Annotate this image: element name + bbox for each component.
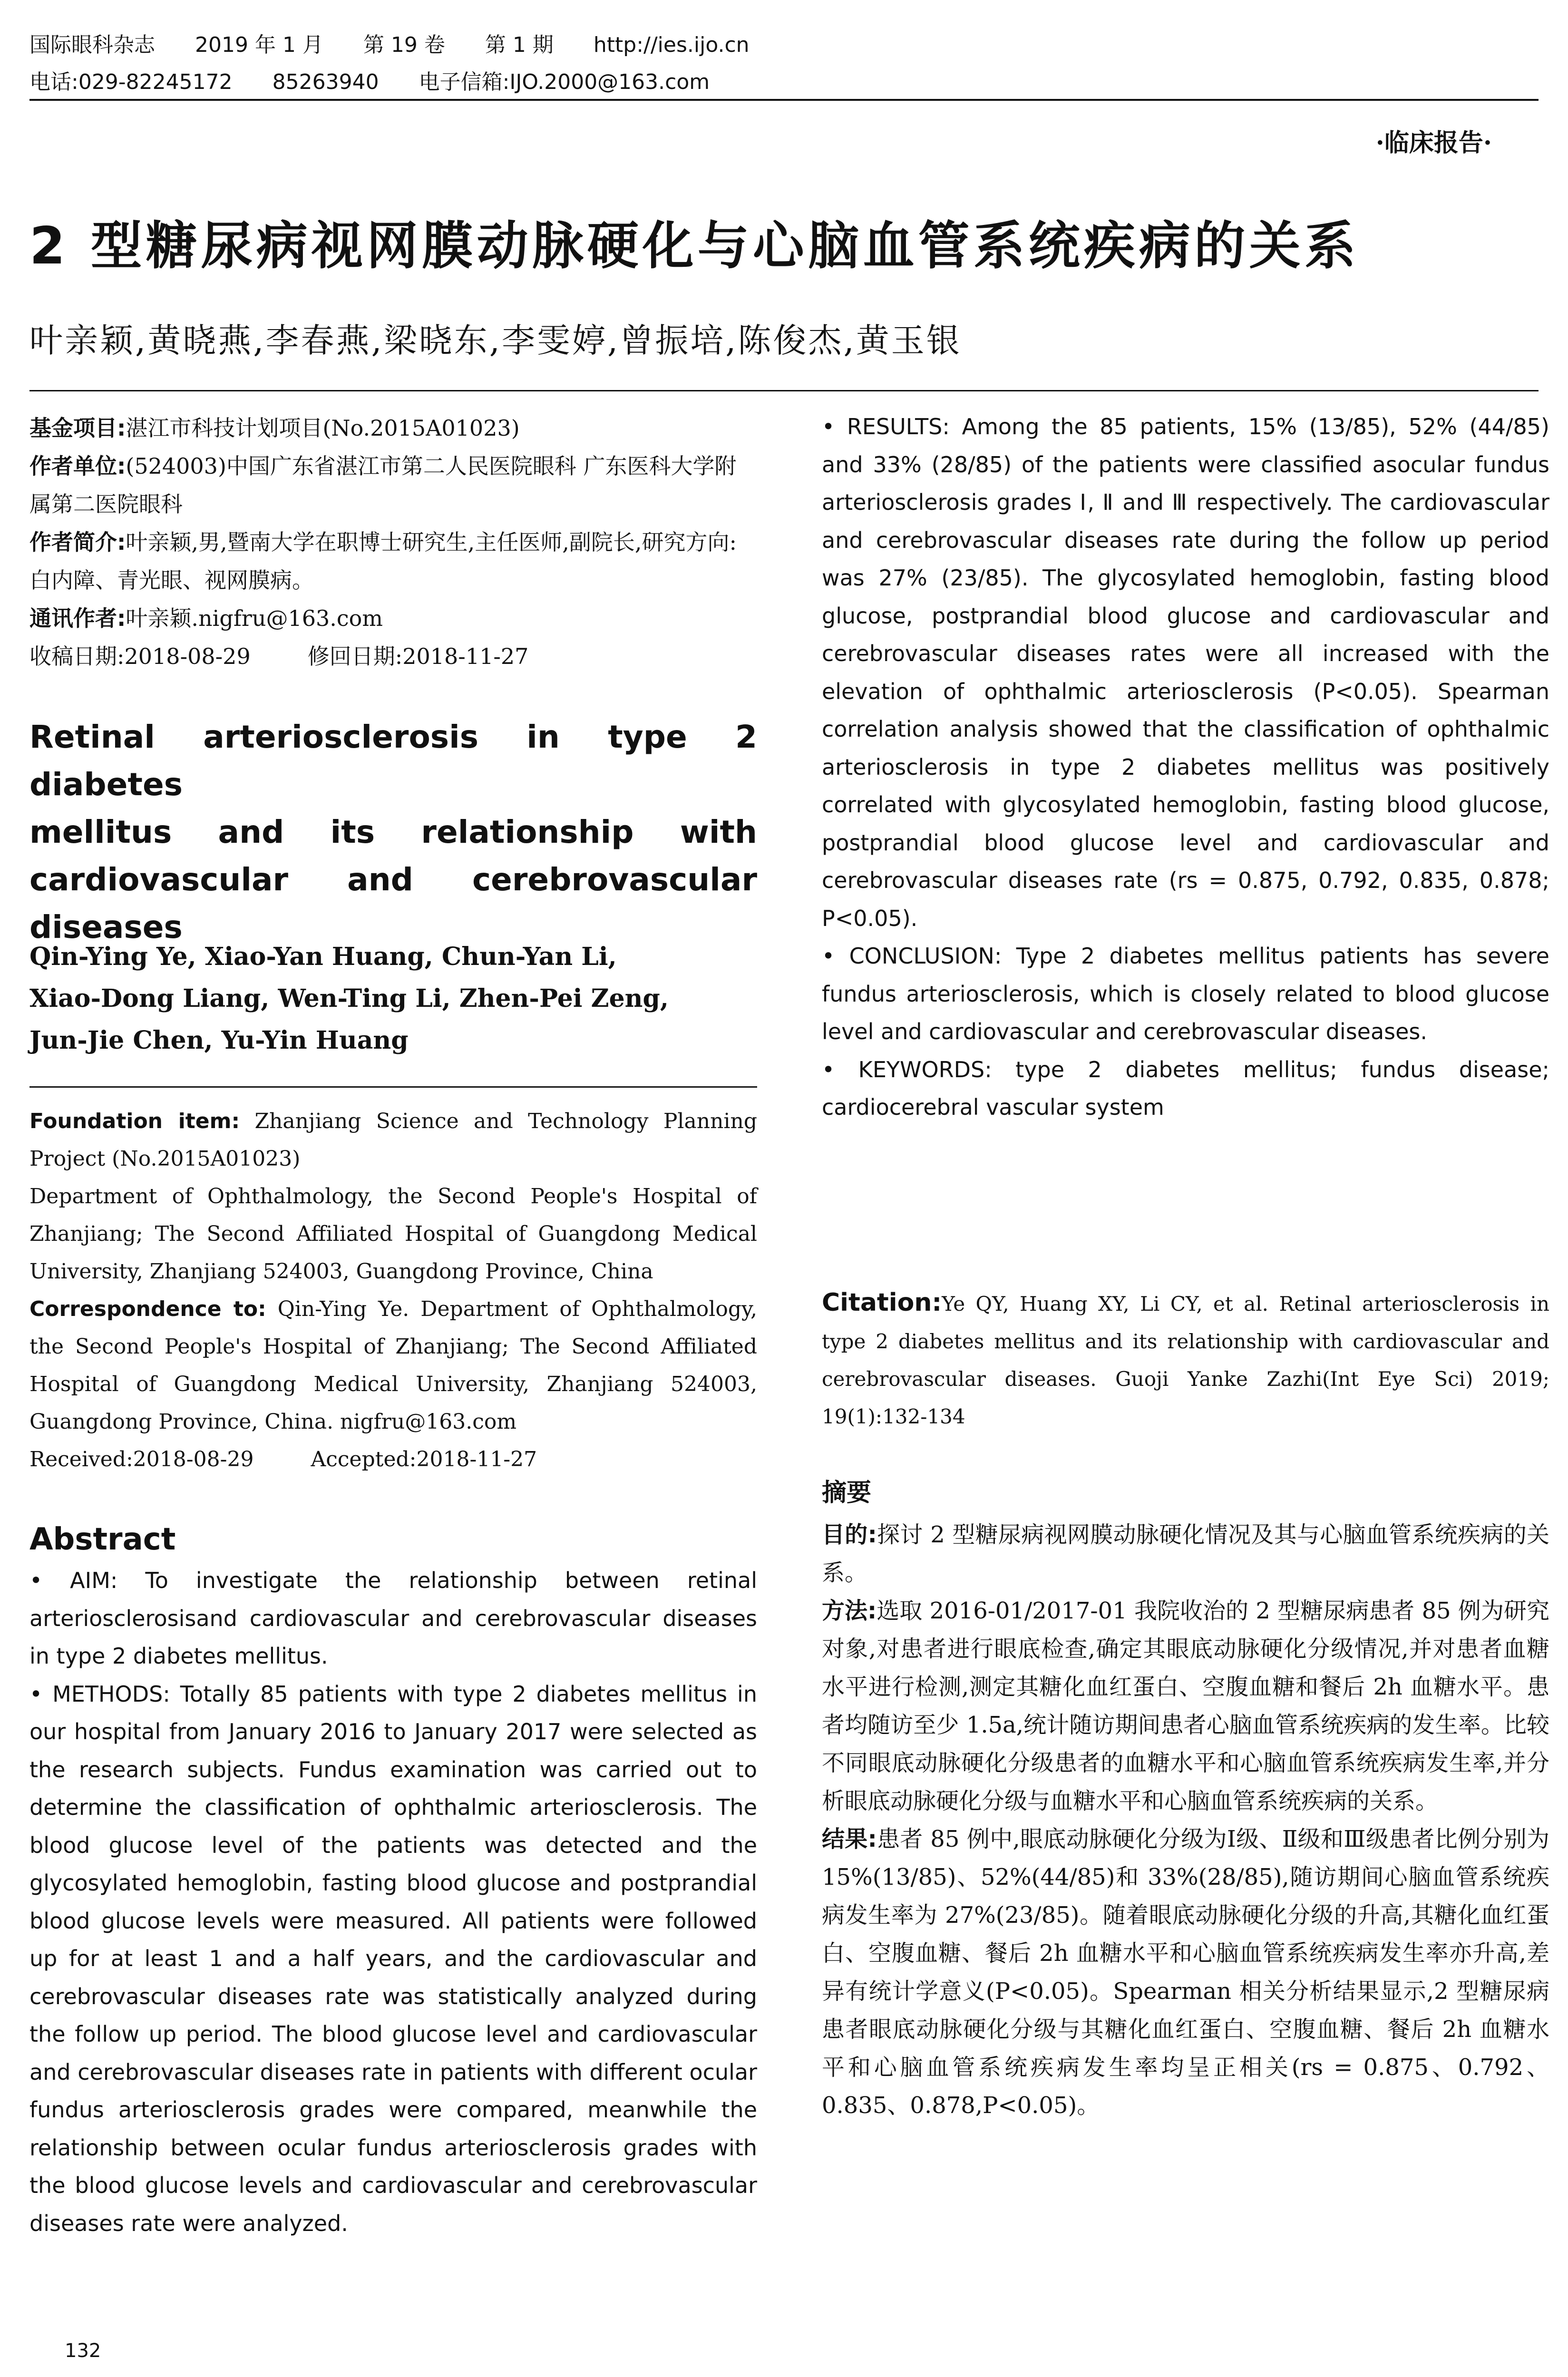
citation-text: Ye QY, Huang XY, Li CY, et al. Retinal arteriosclerosis in type 2 diabetes mellitus and its relationship with cardiovascular and cerebrovascular diseases. Guoji Yanke Zazhi(Int Eye Sci) 2019; 19(1):132-134 [822, 1292, 1549, 1428]
foundation-item-label: Foundation item: [29, 1109, 240, 1133]
corr-text: 叶亲颖.nigfru@163.com [126, 605, 383, 631]
zh-methods-text: 选取 2016-01/2017-01 我院收治的 2 型糖尿病患者 85 例为研究对象,对患者进行眼底检查,确定其眼底动脉硬化分级情况,并对患者血糖水平进行检测,测定其糖化血红蛋白、空腹血糖和餐后 2h 血糖水平。患者均随访至少 1.5a,统计随访期间患者心脑血管系统疾病的发生率。比较不同眼底动脉硬化分级患者的血糖水平和心脑血管系统疾病发生率,并分析眼底动脉硬化分级与血糖水平和心脑血管系统疾病的关系。 [822, 1598, 1549, 1814]
foundation-label: 基金项目: [29, 415, 126, 441]
abstract-results: • RESULTS: Among the 85 patients, 15% (13/85), 52% (44/85) and 33% (28/85) of the patients were classified asocular fundus arteriosclerosis grades Ⅰ, Ⅱ and Ⅲ respectively. The cardiovascular and cerebrovascular diseases rate during the follow up period was 27% (23/85). The glycosylated hemoglobin, fasting blood glucose, postprandial blood glucose and cardiovascular and cerebrovascular diseases rates were all increased with the elevation of ophthalmic arteriosclerosis (P<0.05). Spearman correlation analysis showed that the classification of ophthalmic arteriosclerosis in type 2 diabetes mellitus was positively correlated with glycosylated hemoglobin, fasting blood glucose, postprandial blood glucose level and cardiovascular and cerebrovascular diseases rate (rs = 0.875, 0.792, 0.835, 0.878; P<0.05). [822, 414, 1549, 931]
phone-2: 85263940 [272, 70, 379, 94]
article-authors: 叶亲颖,黄晓燕,李春燕,梁晓东,李雯婷,曾振培,陈俊杰,黄玉银 [29, 321, 962, 360]
zh-abstract-block [822, 1472, 1549, 2124]
phone: 电话:029-82245172 [29, 70, 233, 94]
volume: 第 19 卷 [363, 33, 445, 57]
en-authors-line: Jun-Jie Chen, Yu-Yin Huang [29, 1026, 409, 1055]
page-number: 132 [65, 2340, 101, 2362]
bio-label: 作者简介: [29, 529, 126, 555]
en-title-line: mellitus and its relationship with [29, 814, 757, 850]
title-rule [29, 390, 1539, 391]
authors-rule [29, 1086, 757, 1088]
abstract-block [29, 1522, 757, 2242]
email[interactable]: 电子信箱:IJO.2000@163.com [419, 70, 710, 94]
en-title-block [29, 713, 757, 951]
zh-methods-label: 方法: [822, 1598, 877, 1624]
abstract-heading: Abstract [29, 1522, 176, 1557]
journal-name: 国际眼科杂志 [29, 33, 155, 57]
en-meta-block [29, 1102, 757, 1478]
bio-text: 叶亲颖,男,暨南大学在职博士研究生,主任医师,副院长,研究方向:白内障、青光眼、视网膜病。 [29, 529, 737, 593]
unit-text: (524003)中国广东省湛江市第二人民医院眼科 广东医科大学附属第二医院眼科 [29, 453, 737, 517]
citation-label: Citation: [822, 1288, 942, 1317]
correspondence-label: Correspondence to: [29, 1297, 266, 1321]
issue-date: 2019 年 1 月 [195, 33, 323, 57]
cn-meta-block [29, 409, 757, 675]
received-label: 收稿日期: [29, 643, 125, 669]
abstract-methods: • METHODS: Totally 85 patients with type 2 diabetes mellitus in our hospital from January 2016 to January 2017 were selected as the research subjects. Fundus examination was carried out to determine the classification of ophthalmic arteriosclerosis. The blood glucose level of the patients was detected and the glycosylated hemoglobin, fasting blood glucose and postprandial blood glucose levels were measured. All patients were followed up for at least 1 and a half years, and the cardiovascular and cerebrovascular diseases rate was statistically analyzed during the follow up period. The blood glucose level and cardiovascular and cerebrovascular diseases rate in patients with different ocular fundus arteriosclerosis grades were compared, meanwhile the relationship between ocular fundus arteriosclerosis grades with the blood glucose levels and cardiovascular and cerebrovascular diseases rate were analyzed. [29, 1681, 757, 2236]
journal-url[interactable]: http://ies.ijo.cn [593, 33, 750, 57]
en-authors-block [29, 936, 757, 1062]
correspondence-text: Qin-Ying Ye. Department of Ophthalmology, the Second People's Hospital of Zhanjiang; The Second Affiliated Hospital of Guangdong Medical University, Zhanjiang 524003, Guangdong Province, China. nigfru@163.com [29, 1297, 757, 1434]
abstract-keywords: • KEYWORDS: type 2 diabetes mellitus; fundus disease; cardiocerebral vascular system [822, 1056, 1549, 1120]
en-title-line: diseases [29, 909, 183, 945]
received-date: 2018-08-29 [124, 643, 251, 669]
accepted-en: Accepted:2018-11-27 [311, 1447, 537, 1471]
received-en: Received:2018-08-29 [29, 1447, 254, 1471]
running-header-line1 [29, 28, 783, 58]
zh-results-text: 患者 85 例中,眼底动脉硬化分级为Ⅰ级、Ⅱ级和Ⅲ级患者比例分别为 15%(13/85)、52%(44/85)和 33%(28/85),随访期间心脑血管系统疾病发生率为 27%(23/85)。随着眼底动脉硬化分级的升高,其糖化血红蛋白、空腹血糖、餐后 2h 血糖水平和心脑血管系统疾病发生率亦升高,差异有统计学意义(P<0.05)。Spearman 相关分析结果显示,2 型糖尿病患者眼底动脉硬化分级与其糖化血红蛋白、空腹血糖、餐后 2h 血糖水平和心脑血管系统疾病发生率均呈正相关(rs = 0.875、0.792、0.835、0.878,P<0.05)。 [822, 1826, 1549, 2119]
abstract-aim: • AIM: To investigate the relationship between retinal arteriosclerosisand cardiovascular and cerebrovascular diseases in type 2 diabetes mellitus. [29, 1568, 757, 1669]
en-title-line: Retinal arteriosclerosis in type 2 diabetes [29, 719, 757, 803]
zh-results-label: 结果: [822, 1826, 877, 1852]
citation-block [822, 1284, 1549, 1435]
running-header-line2 [29, 65, 743, 95]
section-label: ·临床报告· [1375, 128, 1492, 157]
department-text: Department of Ophthalmology, the Second People's Hospital of Zhanjiang; The Second Affiliated Hospital of Guangdong Medical University, Zhanjiang 524003, Guangdong Province, China [29, 1184, 757, 1284]
abstract-continued [822, 408, 1549, 1127]
foundation-text: 湛江市科技计划项目(No.2015A01023) [126, 415, 520, 441]
zh-aim-label: 目的: [822, 1521, 877, 1548]
header-rule [29, 99, 1539, 101]
zh-abstract-heading: 摘要 [822, 1479, 872, 1507]
revised-label: 修回日期: [307, 643, 403, 669]
issue: 第 1 期 [485, 33, 554, 57]
en-title-line: cardiovascular and cerebrovascular [29, 861, 757, 898]
zh-aim-text: 探讨 2 型糖尿病视网膜动脉硬化情况及其与心脑血管系统疾病的关系。 [822, 1521, 1549, 1586]
en-authors-line: Qin-Ying Ye, Xiao-Yan Huang, Chun-Yan Li, [29, 942, 617, 971]
en-authors-line: Xiao-Dong Liang, Wen-Ting Li, Zhen-Pei Zeng, [29, 984, 669, 1013]
abstract-conclusion: • CONCLUSION: Type 2 diabetes mellitus patients has severe fundus arteriosclerosis, which is closely related to blood glucose level and cardiovascular and cerebrovascular diseases. [822, 943, 1549, 1044]
corr-label: 通讯作者: [29, 605, 126, 631]
unit-label: 作者单位: [29, 453, 126, 479]
foundation-item-text: Zhanjiang Science and Technology Planning Project (No.2015A01023) [29, 1109, 757, 1171]
article-title: 2 型糖尿病视网膜动脉硬化与心脑血管系统疾病的关系 [29, 216, 1360, 276]
revised-date: 2018-11-27 [402, 643, 529, 669]
